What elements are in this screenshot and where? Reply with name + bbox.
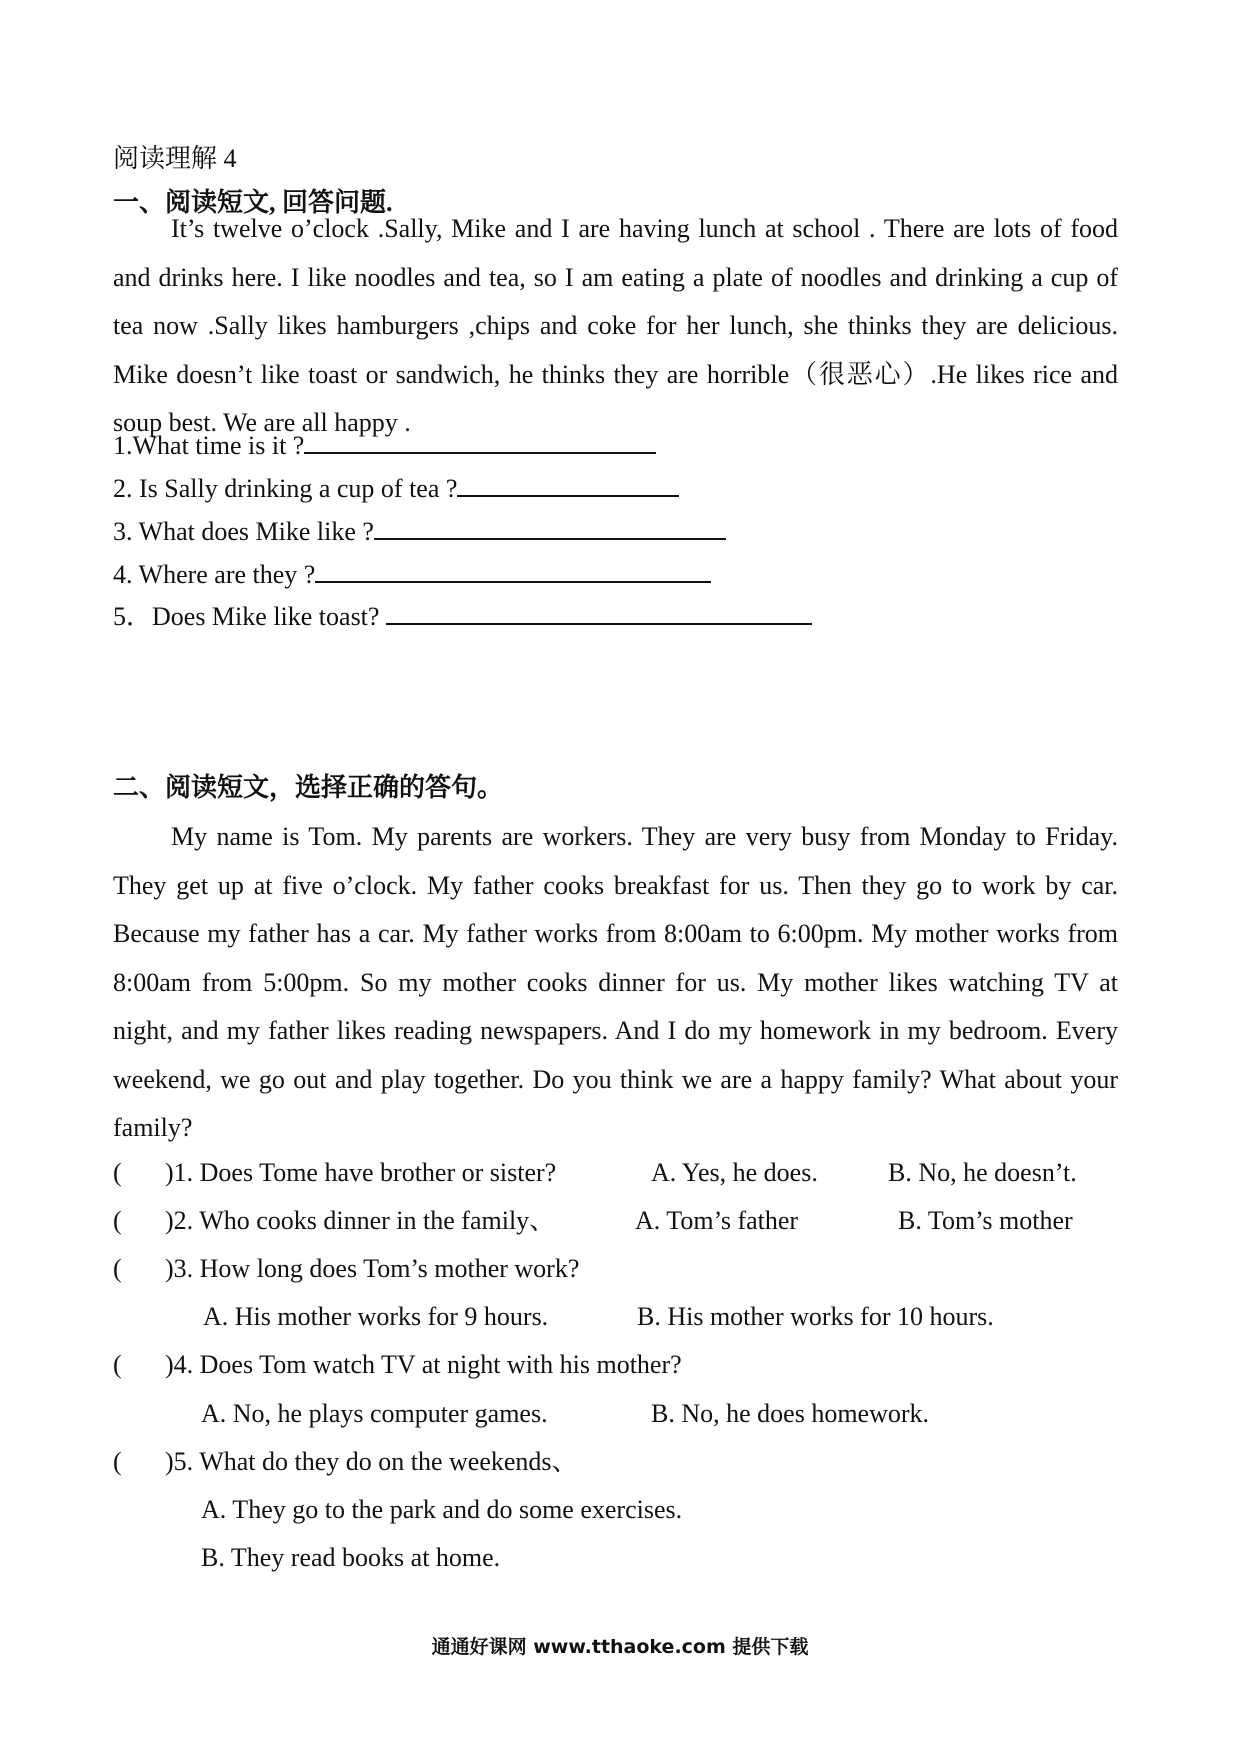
s2-q3-option-b: B. His mother works for 10 hours. [637,1302,994,1331]
s1-question-4 [113,557,711,592]
s2-q4-option-b: B. No, he does homework. [651,1399,930,1428]
answer-paren-4[interactable]: ( [113,1350,122,1379]
s2-q3-option-a: A. His mother works for 9 hours. [203,1302,549,1331]
answer-blank-1[interactable] [304,428,656,454]
document-title: 阅读理解 4 [113,144,237,173]
s1-question-1 [113,428,656,463]
s1-question-3 [113,514,726,549]
answer-blank-2[interactable] [457,471,679,497]
s2-question-4 [113,1348,682,1382]
s2-q5-option-a: A. They go to the park and do some exercises. [201,1495,683,1524]
s2-q2-option-b: B. Tom’s mother [898,1206,1073,1235]
s2-question-2-text: )2. Who cooks dinner in the family、 [165,1206,556,1235]
answer-paren-5[interactable]: ( [113,1447,122,1476]
s1-question-5-text: 5．Does Mike like toast? [113,602,386,631]
answer-paren-3[interactable]: ( [113,1254,122,1283]
s2-question-1 [113,1156,556,1190]
answer-blank-3[interactable] [374,514,726,540]
s2-question-5 [113,1445,578,1479]
section-2-heading: 二、阅读短文，选择正确的答句。 [113,773,504,802]
s2-question-2 [113,1204,555,1238]
s2-q1-option-a: A. Yes, he does. [651,1158,818,1187]
s2-question-5-text: )5. What do they do on the weekends、 [165,1447,578,1476]
section-1-heading: 一、阅读短文, 回答问题. [113,188,393,217]
s1-question-3-text: 3. What does Mike like ? [113,517,374,546]
s1-question-5 [113,599,812,634]
s2-question-3-text: )3. How long does Tom’s mother work? [165,1254,580,1283]
answer-paren-1[interactable]: ( [113,1158,122,1187]
s2-question-1-text: )1. Does Tome have brother or sister? [165,1158,557,1187]
s2-q1-option-b: B. No, he doesn’t. [888,1158,1077,1187]
answer-blank-4[interactable] [315,557,711,583]
section-2-passage: My name is Tom. My parents are workers. They are very busy from Monday to Friday. They get up at five o’clock. My father cooks breakfast for us. Then they go to work by car. Because my father has a car. My father works from 8:00am to 6:00pm. My mother works from 8:00am from 5:00pm. So my mother cooks dinner for us. My mother likes watching TV at night, and my father likes reading newspapers. And I do my homework in my bedroom. Every weekend, we go out and play together. Do you think we are a happy family? What about your family? [113,822,1118,1142]
s2-question-4-text: )4. Does Tom watch TV at night with his mother? [165,1350,682,1379]
section-1-passage: It’s twelve o’clock .Sally, Mike and I are having lunch at school . There are lots of food and drinks here. I like noodles and tea, so I am eating a plate of noodles and drinking a cup of tea now .Sally likes hamburgers ,chips and coke for her lunch, she thinks they are delicious. Mike doesn’t like toast or sandwich, he thinks they are horrible（很恶心）.He likes rice and soup best. We are all happy . [113,214,1118,437]
s2-q2-option-a: A. Tom’s father [635,1206,799,1235]
s1-question-1-text: 1.What time is it ? [113,431,305,460]
footer-watermark: 通通好课网 www.tthaoke.com 提供下载 [431,1636,809,1658]
s2-question-3 [113,1252,579,1286]
answer-blank-5[interactable] [386,599,812,625]
s2-q5-option-b: B. They read books at home. [201,1543,501,1572]
s1-question-4-text: 4. Where are they ? [113,560,316,589]
s1-question-2-text: 2. Is Sally drinking a cup of tea ? [113,474,458,503]
s1-question-2 [113,471,679,506]
s2-q4-option-a: A. No, he plays computer games. [201,1399,548,1428]
answer-paren-2[interactable]: ( [113,1206,122,1235]
